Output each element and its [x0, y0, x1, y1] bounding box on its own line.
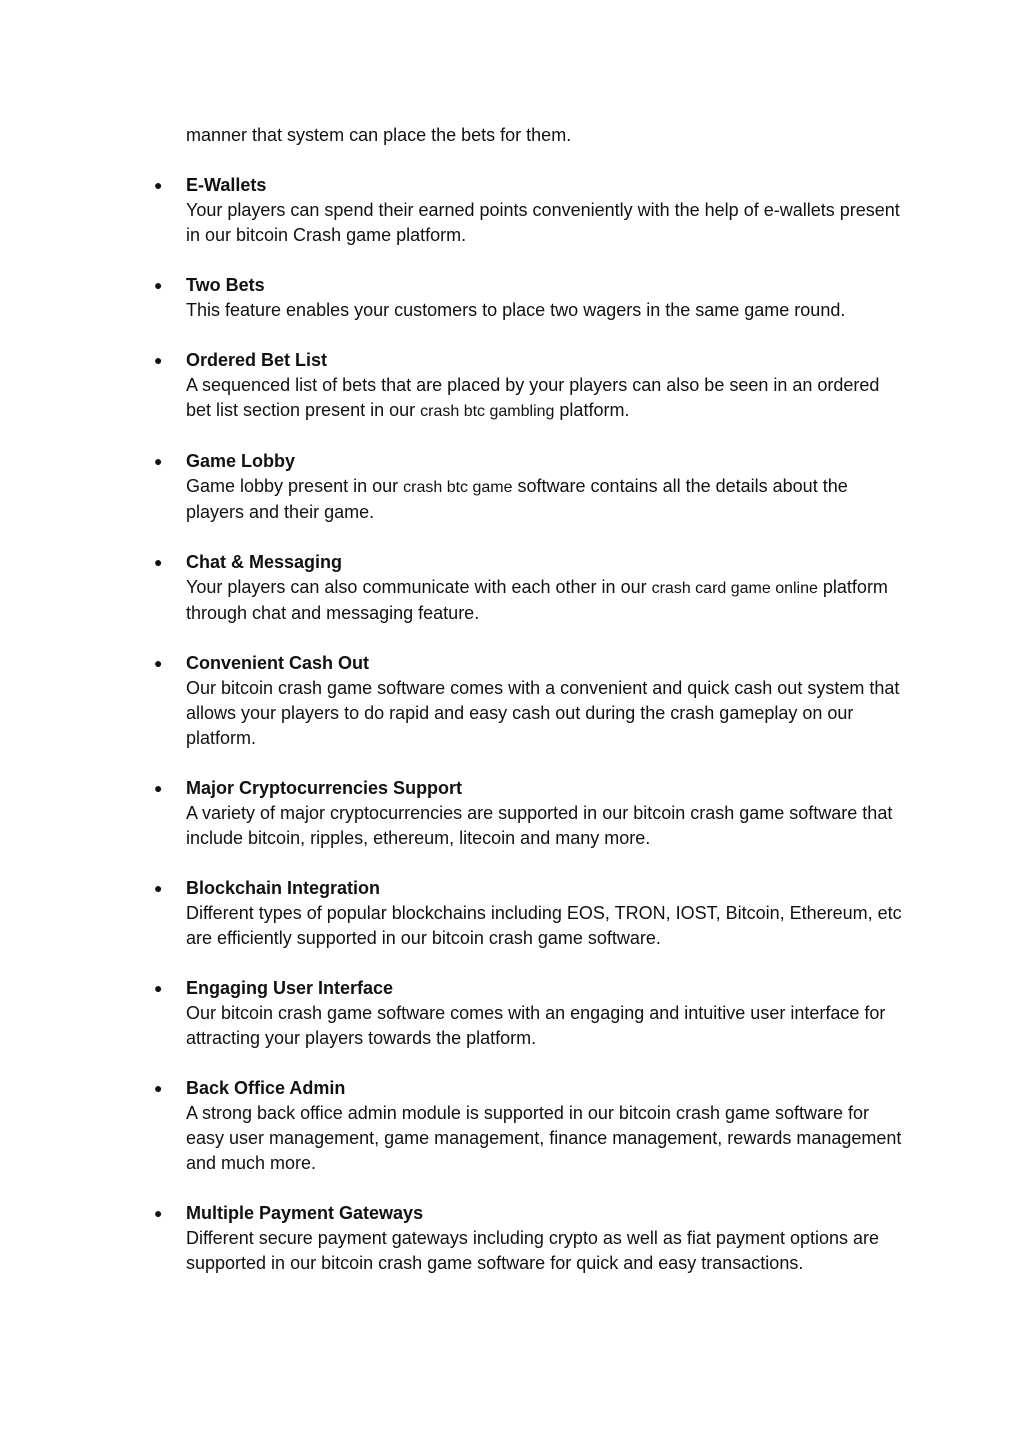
- feature-description: [186, 298, 906, 323]
- keyword-text: crash btc gambling: [420, 403, 555, 420]
- feature-list: [0, 173, 1024, 1301]
- list-item: [0, 449, 906, 525]
- desc-text: platform.: [554, 400, 630, 420]
- feature-title: Multiple Payment Gateways: [186, 1203, 424, 1223]
- feature-title: Major Cryptocurrencies Support: [186, 778, 463, 798]
- list-item: [0, 273, 906, 323]
- desc-text: Different types of popular blockchains including EOS, TRON, IOST, Bitcoin, Ethereum, etc are efficiently supported in our bitcoin crash game software.: [186, 903, 902, 948]
- feature-description: [186, 801, 906, 851]
- feature-description: [186, 575, 906, 626]
- feature-title: Ordered Bet List: [186, 350, 328, 370]
- feature-title: Blockchain Integration: [186, 878, 381, 898]
- list-item: [0, 651, 906, 751]
- desc-text: Your players can spend their earned points conveniently with the help of e-wallets present in our bitcoin Crash game platform.: [186, 200, 900, 245]
- desc-text: Different secure payment gateways including crypto as well as fiat payment options are supported in our bitcoin crash game software for quick and easy transactions.: [186, 1228, 880, 1273]
- bullet-icon: ●: [154, 177, 163, 193]
- desc-text: Our bitcoin crash game software comes with a convenient and quick cash out system that allows your players to do rapid and easy cash out during the crash gameplay on our platform.: [186, 678, 900, 748]
- list-item: [0, 1201, 906, 1276]
- feature-title: Convenient Cash Out: [186, 653, 370, 673]
- list-item: [0, 173, 906, 248]
- feature-description: [186, 1226, 906, 1276]
- feature-description: [186, 373, 906, 424]
- bullet-icon: ●: [154, 277, 163, 293]
- list-item: [0, 348, 906, 424]
- feature-description: [186, 1001, 906, 1051]
- list-item: [0, 1076, 906, 1176]
- desc-text: Game lobby present in our: [186, 476, 404, 496]
- list-item: [0, 776, 906, 851]
- desc-text: A sequenced list of bets that are placed by your players can also be seen in an ordered bet list section present in our: [186, 375, 880, 420]
- list-item: [0, 976, 906, 1051]
- bullet-icon: ●: [154, 780, 163, 796]
- feature-description: [186, 198, 906, 248]
- feature-description: [186, 474, 906, 525]
- feature-title: E-Wallets: [186, 175, 267, 195]
- feature-title: Game Lobby: [186, 451, 296, 471]
- desc-text: A strong back office admin module is supported in our bitcoin crash game software for easy user management, game management, finance management, rewards management and much more.: [186, 1103, 902, 1173]
- desc-text: Our bitcoin crash game software comes with an engaging and intuitive user interface for attracting your players towards the platform.: [186, 1003, 886, 1048]
- feature-title: Engaging User Interface: [186, 978, 394, 998]
- bullet-icon: ●: [154, 655, 163, 671]
- feature-title: Back Office Admin: [186, 1078, 346, 1098]
- bullet-icon: ●: [154, 980, 163, 996]
- feature-title: Chat & Messaging: [186, 552, 343, 572]
- bullet-icon: ●: [154, 1080, 163, 1096]
- desc-text: platform through chat and messaging feature.: [186, 577, 888, 623]
- desc-text: This feature enables your customers to place two wagers in the same game round.: [186, 300, 846, 320]
- bullet-icon: ●: [154, 880, 163, 896]
- lead-paragraph: manner that system can place the bets for them.: [186, 125, 572, 145]
- feature-description: [186, 901, 906, 951]
- feature-description: [186, 1101, 906, 1176]
- feature-description: [186, 676, 906, 751]
- bullet-icon: ●: [154, 453, 163, 469]
- desc-text: A variety of major cryptocurrencies are supported in our bitcoin crash game software that include bitcoin, ripples, ethereum, litecoin and many more.: [186, 803, 893, 848]
- list-item: [0, 550, 906, 626]
- bullet-icon: ●: [154, 352, 163, 368]
- bullet-icon: ●: [154, 554, 163, 570]
- desc-text: Your players can also communicate with each other in our: [186, 577, 652, 597]
- keyword-text: crash card game online: [651, 580, 818, 597]
- feature-title: Two Bets: [186, 275, 265, 295]
- desc-text: software contains all the details about the players and their game.: [186, 476, 848, 522]
- keyword-text: crash btc game: [403, 479, 513, 496]
- bullet-icon: ●: [154, 1205, 163, 1221]
- list-item: [0, 876, 906, 951]
